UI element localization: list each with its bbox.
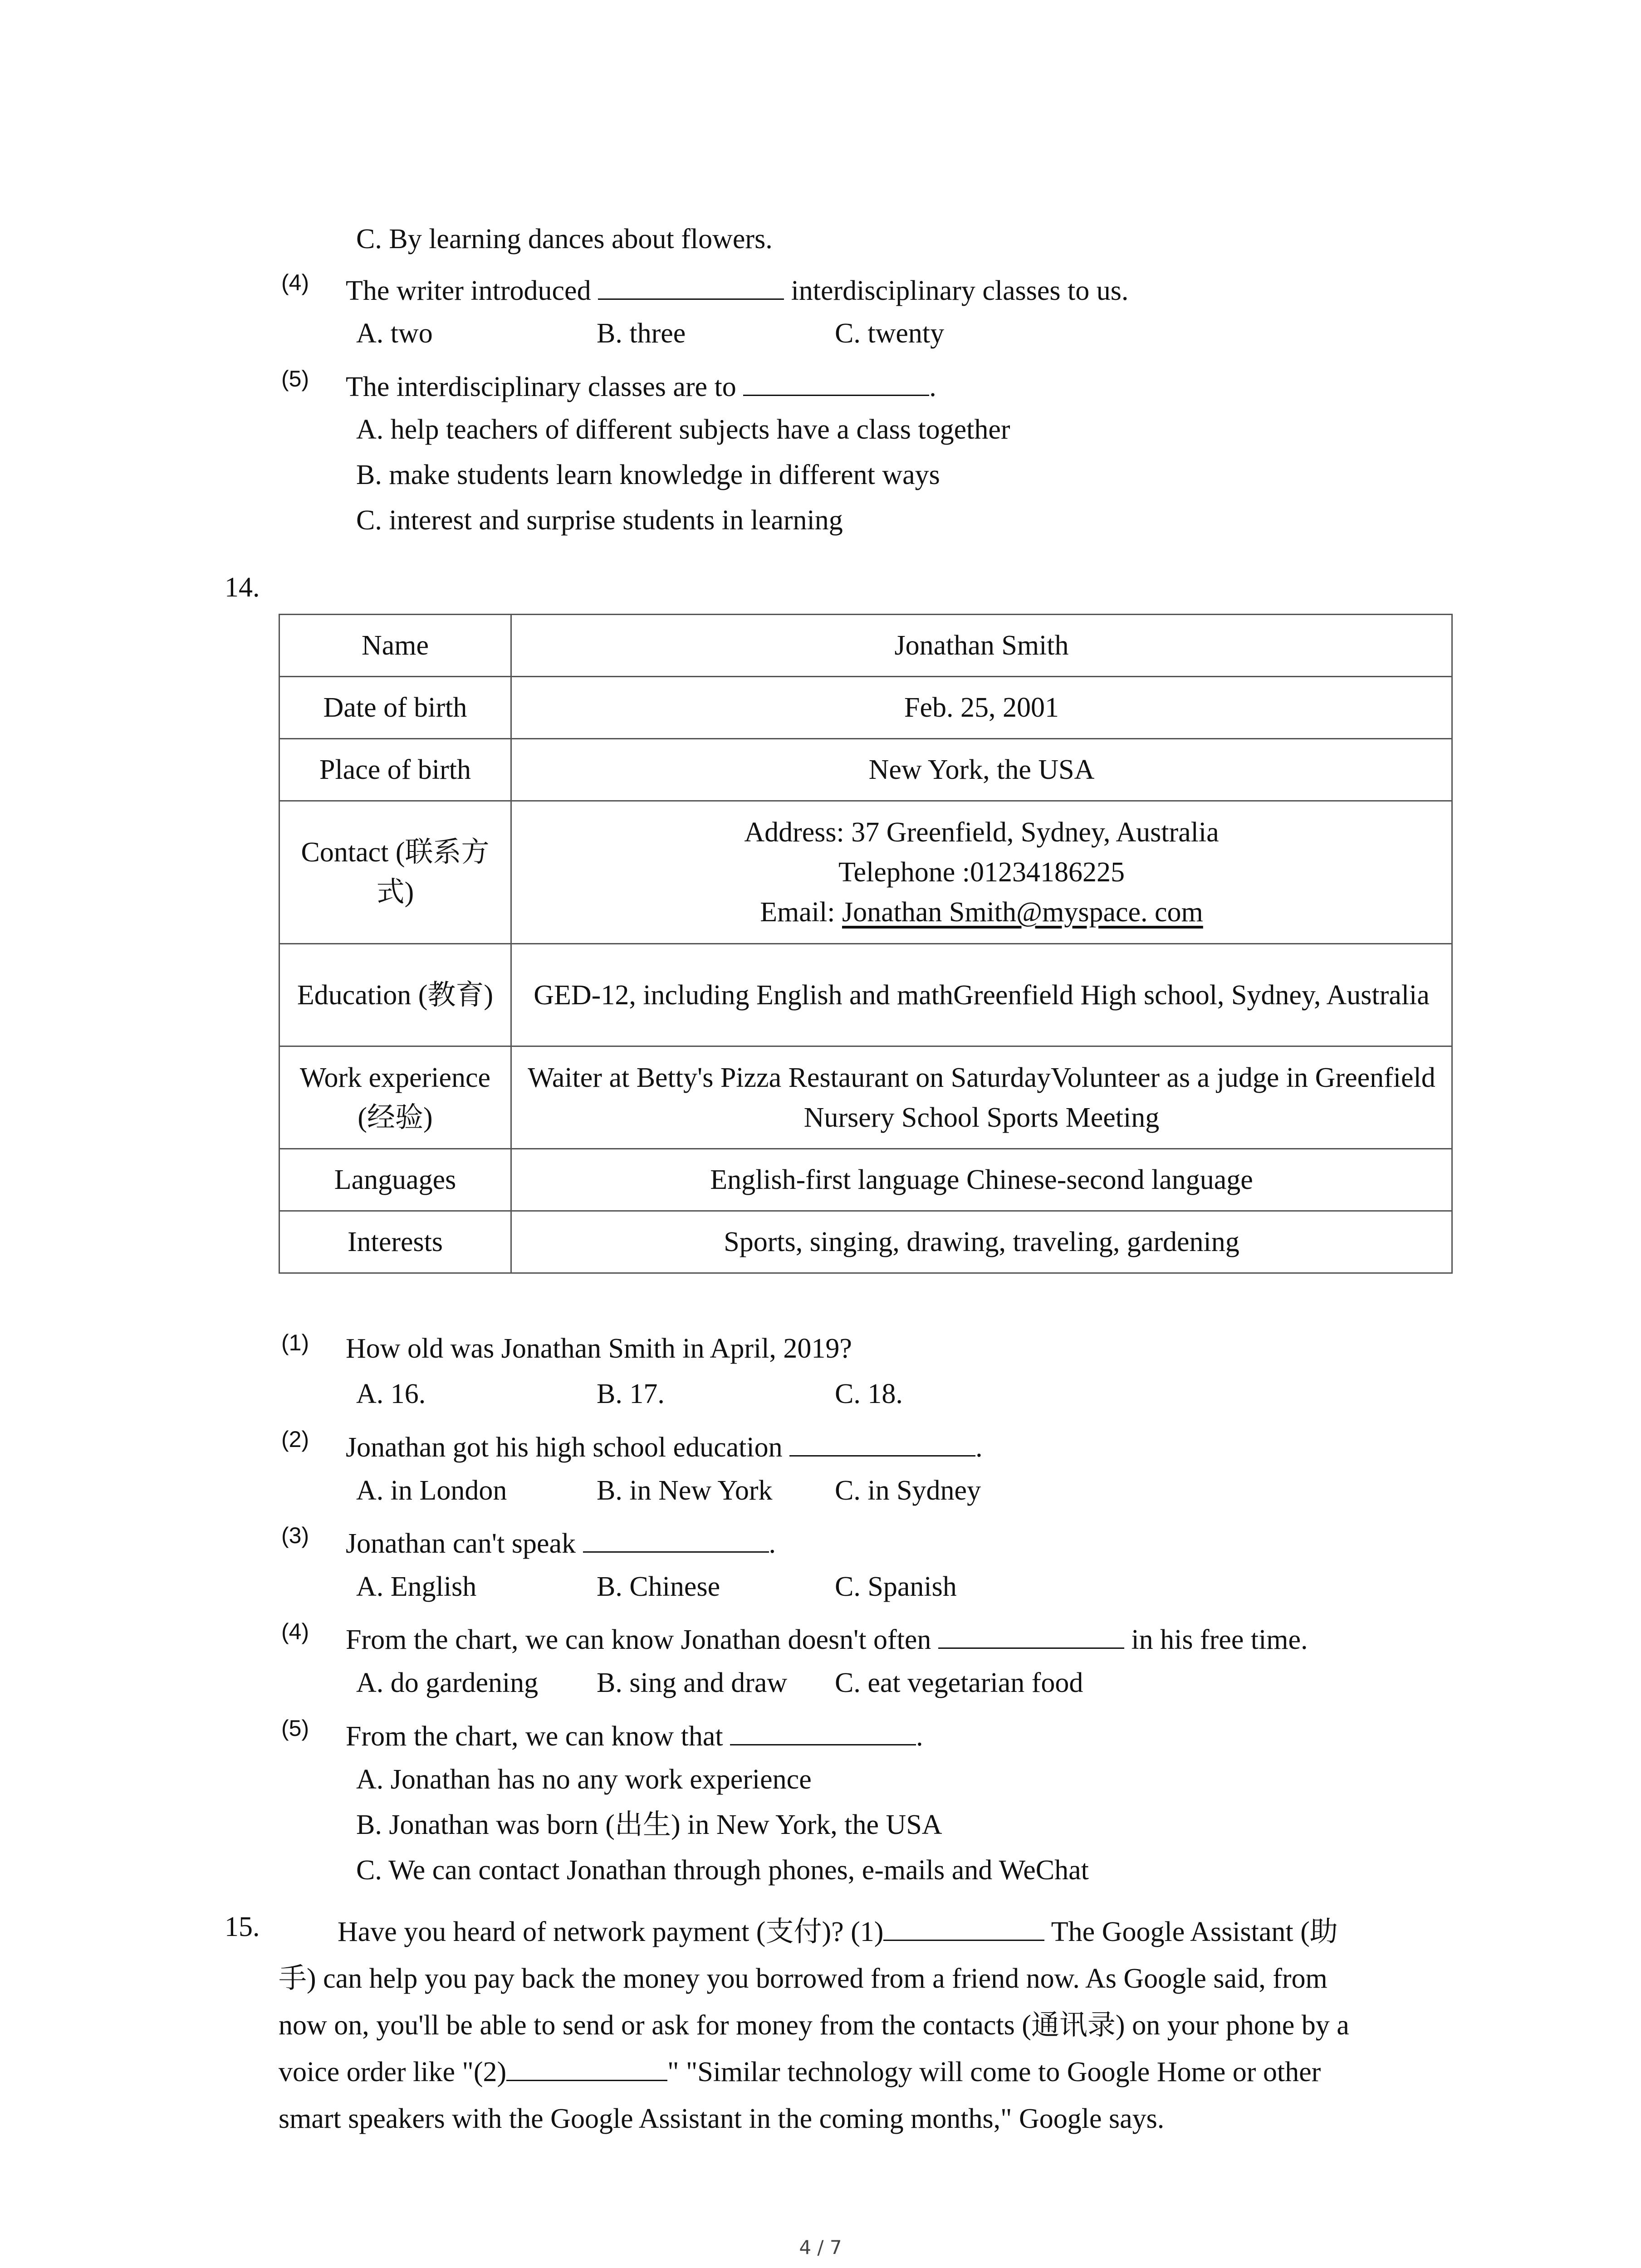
answer-blank <box>598 270 784 300</box>
option-b: B. three <box>597 318 686 349</box>
passage-line-1: Have you heard of network payment (支付)? (1) The Google Assistant (助 <box>338 1909 1338 1955</box>
table-key: Work experience (经验) <box>279 1046 511 1149</box>
table-key: Education (教育) <box>279 944 511 1046</box>
answer-blank <box>883 1911 1044 1941</box>
q14-2-stem: Jonathan got his high school education . <box>346 1427 983 1466</box>
table-value: New York, the USA <box>511 739 1452 801</box>
answer-blank <box>743 367 929 396</box>
option-a: A. 16. <box>356 1378 426 1409</box>
table-value: GED-12, including English and mathGreenfield High school, Sydney, Australia <box>511 944 1452 1046</box>
q13-5-option-b: B. make students learn knowledge in different ways <box>356 459 940 490</box>
option-a: A. two <box>356 318 433 349</box>
table-value <box>511 801 1452 944</box>
table-key: Name <box>279 615 511 677</box>
answer-blank <box>789 1427 975 1457</box>
option-c: C. in Sydney <box>835 1475 981 1506</box>
q14-3-number: (3) <box>281 1523 309 1548</box>
table-row <box>279 944 1452 1046</box>
contact-email-line: Email: Jonathan Smith@myspace. com <box>760 897 1203 928</box>
option-c: C. twenty <box>835 318 945 349</box>
passage-line-4: voice order like "(2) " "Similar technology will come to Google Home or other <box>279 2049 1321 2096</box>
q14-1-number: (1) <box>281 1330 309 1355</box>
table-value: Jonathan Smith <box>511 615 1452 677</box>
table-row <box>279 615 1452 677</box>
q13-prev-option-c: C. By learning dances about flowers. <box>356 224 773 254</box>
option-b: B. 17. <box>597 1378 665 1409</box>
option-a: A. English <box>356 1571 477 1602</box>
table-key: Date of birth <box>279 677 511 739</box>
q13-4-number: (4) <box>281 270 309 295</box>
table-value: English-first language Chinese-second language <box>511 1149 1452 1211</box>
contact-phone: Telephone :01234186225 <box>838 857 1125 888</box>
q14-label: 14. <box>225 572 260 603</box>
q13-5-option-c: C. interest and surprise students in learning <box>356 505 843 536</box>
table-key: Contact (联系方式) <box>279 801 511 944</box>
resume-table <box>279 614 1453 1274</box>
q14-4-stem: From the chart, we can know Jonathan doesn't often in his free time. <box>346 1619 1308 1658</box>
q13-5-option-a: A. help teachers of different subjects have a class together <box>356 414 1010 445</box>
option-a: A. do gardening <box>356 1667 539 1698</box>
option-b: B. in New York <box>597 1475 773 1506</box>
option-a: A. in London <box>356 1475 507 1506</box>
table-row <box>279 1149 1452 1211</box>
page-number: 4 / 7 <box>799 2236 842 2258</box>
q14-1-stem: How old was Jonathan Smith in April, 2019? <box>346 1333 852 1364</box>
option-c: C. Spanish <box>835 1571 957 1602</box>
answer-blank <box>730 1716 916 1745</box>
table-row <box>279 801 1452 944</box>
q14-2-number: (2) <box>281 1427 309 1452</box>
table-row <box>279 739 1452 801</box>
table-value: Waiter at Betty's Pizza Restaurant on SaturdayVolunteer as a judge in Greenfield Nursery School Sports Meeting <box>511 1046 1452 1149</box>
q14-4-number: (4) <box>281 1619 309 1644</box>
table-value: Feb. 25, 2001 <box>511 677 1452 739</box>
q14-5-option-c: C. We can contact Jonathan through phones, e-mails and WeChat <box>356 1855 1089 1886</box>
answer-blank <box>506 2052 667 2081</box>
table-row <box>279 1046 1452 1149</box>
q14-5-number: (5) <box>281 1716 309 1741</box>
option-b: B. Chinese <box>597 1571 720 1602</box>
q13-4-stem: The writer introduced interdisciplinary classes to us. <box>346 270 1128 309</box>
contact-email[interactable]: Jonathan Smith@myspace. com <box>842 897 1203 928</box>
q14-5-option-a: A. Jonathan has no any work experience <box>356 1764 812 1795</box>
q14-3-stem: Jonathan can't speak . <box>346 1523 776 1562</box>
answer-blank <box>938 1619 1124 1649</box>
passage-line-5: smart speakers with the Google Assistant in the coming months," Google says. <box>279 2103 1165 2134</box>
contact-address: Address: 37 Greenfield, Sydney, Australia <box>744 817 1219 848</box>
passage-line-2: 手) can help you pay back the money you borrowed from a friend now. As Google said, from <box>279 1963 1327 1994</box>
q14-5-option-b: B. Jonathan was born (出生) in New York, the USA <box>356 1809 942 1840</box>
table-value: Sports, singing, drawing, traveling, gardening <box>511 1211 1452 1273</box>
table-key: Languages <box>279 1149 511 1211</box>
answer-blank <box>583 1523 769 1553</box>
option-c: C. eat vegetarian food <box>835 1667 1083 1698</box>
passage-line-3: now on, you'll be able to send or ask for money from the contacts (通讯录) on your phone by a <box>279 2010 1349 2041</box>
q15-label: 15. <box>225 1911 260 1942</box>
q14-5-stem: From the chart, we can know that . <box>346 1716 923 1755</box>
option-c: C. 18. <box>835 1378 903 1409</box>
table-row <box>279 677 1452 739</box>
option-b: B. sing and draw <box>597 1667 788 1698</box>
q13-5-stem: The interdisciplinary classes are to . <box>346 367 936 405</box>
table-row <box>279 1211 1452 1273</box>
q15-passage <box>279 1909 1458 2145</box>
table-key: Interests <box>279 1211 511 1273</box>
table-key: Place of birth <box>279 739 511 801</box>
q13-5-number: (5) <box>281 366 309 391</box>
